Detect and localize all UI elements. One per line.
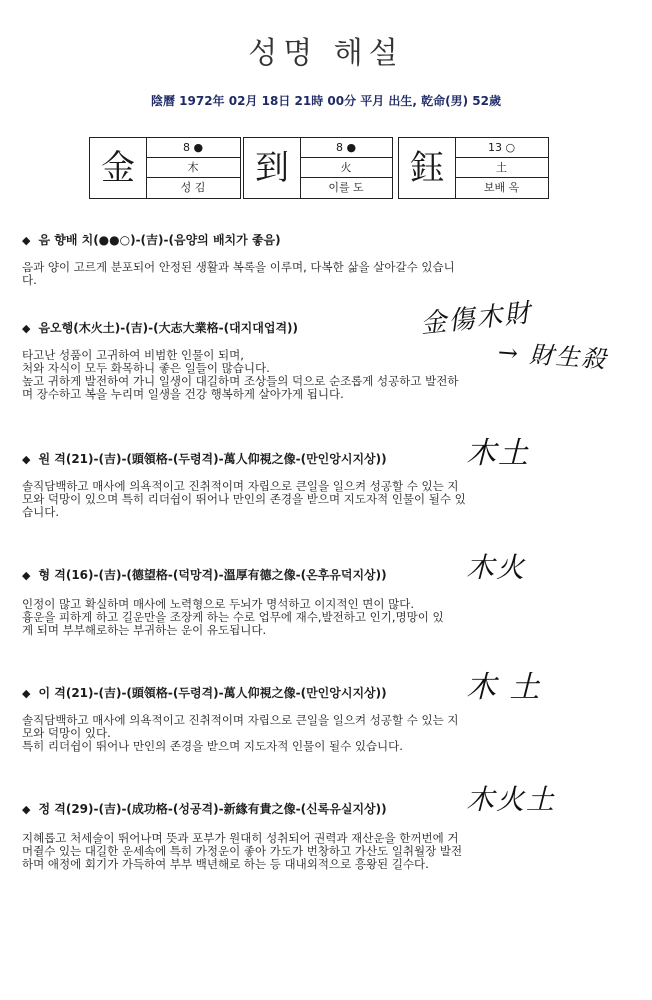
section-body-hyeong-gyeok: 인정이 많고 확실하며 매사에 노력형으로 두뇌가 명석하고 이지적인 면이 많다. 흉운을 피하게 하고 길운만을 조장케 하는 수로 업무에 재수,발전하고 인기,명망이 있 게 되며 부부해로하는 부귀하는 운이 유도됩니다. — [22, 597, 444, 637]
handwritten-note-hyeong: 木火 — [466, 551, 527, 584]
section-heading-won-gyeok — [22, 450, 387, 467]
diamond-bullet-icon: ◆ — [22, 322, 31, 335]
name-char-box-2 — [243, 137, 393, 199]
name-char-strokes: 8 ● — [300, 138, 392, 158]
name-char-hanja: 到 — [244, 138, 301, 198]
name-char-meaning: 보배 옥 — [483, 181, 520, 194]
section-heading-text: 음 향배 치(●●○)-(吉)-(음양의 배치가 좋음) — [38, 233, 281, 247]
name-char-meaning: 성 김 — [180, 181, 206, 194]
section-heading-jeong-gyeok — [22, 800, 387, 817]
diamond-bullet-icon: ◆ — [22, 234, 31, 247]
section-heading-text: 이 격(21)-(吉)-(頭領格-(두령격)-萬人仰視之像-(만인앙시지상)) — [38, 686, 387, 700]
section-heading-five-elements — [22, 319, 298, 336]
section-heading-text: 형 격(16)-(吉)-(德望格-(덕망격)-溫厚有德之像-(온후유덕지상)) — [38, 568, 387, 582]
section-heading-yin-yang — [22, 231, 281, 248]
handwritten-note-jeong: 木火土 — [466, 783, 557, 816]
section-heading-i-gyeok — [22, 684, 387, 701]
page-title: 성명 해설 — [248, 36, 404, 71]
handwritten-note-i: 木 土 — [466, 670, 542, 705]
handwritten-note-1: 金傷木財 — [419, 298, 534, 340]
name-char-meaning: 이를 도 — [328, 181, 364, 194]
section-body-won-gyeok: 솔직담백하고 매사에 의욕적이고 진취적이며 자립으로 큰일을 일으켜 성공할 수 있는 지 모와 덕망이 있으며 특히 리더쉽이 뛰어나 만인의 존경을 받으며 지도자적 인물이 될수 있 습니다. — [22, 479, 466, 519]
section-heading-hyeong-gyeok — [22, 566, 387, 583]
name-char-element: 土 — [455, 158, 548, 178]
name-char-element: 火 — [300, 158, 392, 178]
diamond-bullet-icon: ◆ — [22, 803, 31, 816]
name-char-box-3 — [398, 137, 549, 199]
name-char-box-1 — [89, 137, 241, 199]
section-heading-text: 정 격(29)-(吉)-(成功格-(성공격)-新緣有貴之像-(신록유실지상)) — [38, 802, 387, 816]
section-body-i-gyeok: 솔직담백하고 매사에 의욕적이고 진취적이며 자립으로 큰일을 일으켜 성공할 수 있는 지 모와 덕망이 있다. 특히 리더쉽이 뛰어나 만인의 존경을 받으며 지도자적 인물이 될수 있습니다. — [22, 713, 459, 753]
handwritten-note-won: 木土 — [466, 436, 530, 471]
name-char-hanja: 鈺 — [399, 138, 456, 198]
section-body-five-elements: 타고난 성품이 고귀하여 비범한 인물이 되며, 처와 자식이 모두 화목하니 좋은 일들이 많습니다. 높고 귀하게 발전하여 가니 일생이 대길하며 조상들의 덕으로 순조롭게 성공하고 발전하 며 장수하고 복을 누리며 일생을 건강 행복하게 살아가게 됩니다. — [22, 348, 459, 401]
section-body-yin-yang: 음과 양이 고르게 분포되어 안정된 생활과 복록을 이루며, 다복한 삶을 살아갈수 있습니 다. — [22, 260, 455, 287]
handwritten-note-2: → 財生殺 — [496, 338, 609, 374]
diamond-bullet-icon: ◆ — [22, 687, 31, 700]
diamond-bullet-icon: ◆ — [22, 453, 31, 466]
section-heading-text: 원 격(21)-(吉)-(頭領格-(두령격)-萬人仰視之像-(만인앙시지상)) — [38, 452, 387, 466]
section-heading-text: 음오행(木火土)-(吉)-(大志大業格-(대지대업격)) — [38, 321, 299, 335]
birth-info: 陰曆 1972年 02月 18日 21時 00分 平月 出生, 乾命(男) 52歲 — [150, 94, 502, 108]
name-char-strokes: 8 ● — [146, 138, 240, 158]
name-char-hanja: 金 — [90, 138, 147, 198]
name-char-element: 木 — [146, 158, 240, 178]
name-char-strokes: 13 ○ — [455, 138, 548, 158]
section-body-jeong-gyeok: 지혜롭고 처세술이 뛰어나며 뜻과 포부가 원대히 성취되어 권력과 재산운을 한꺼번에 거 머쥘수 있는 대길한 운세속에 특히 가정운이 좋아 가도가 번창하고 가산도 일취월장 발전 하며 애정에 회기가 가득하여 부부 백년해로 하는 등 대내외적으로 흥왕된 길수다. — [22, 831, 463, 871]
diamond-bullet-icon: ◆ — [22, 569, 31, 582]
